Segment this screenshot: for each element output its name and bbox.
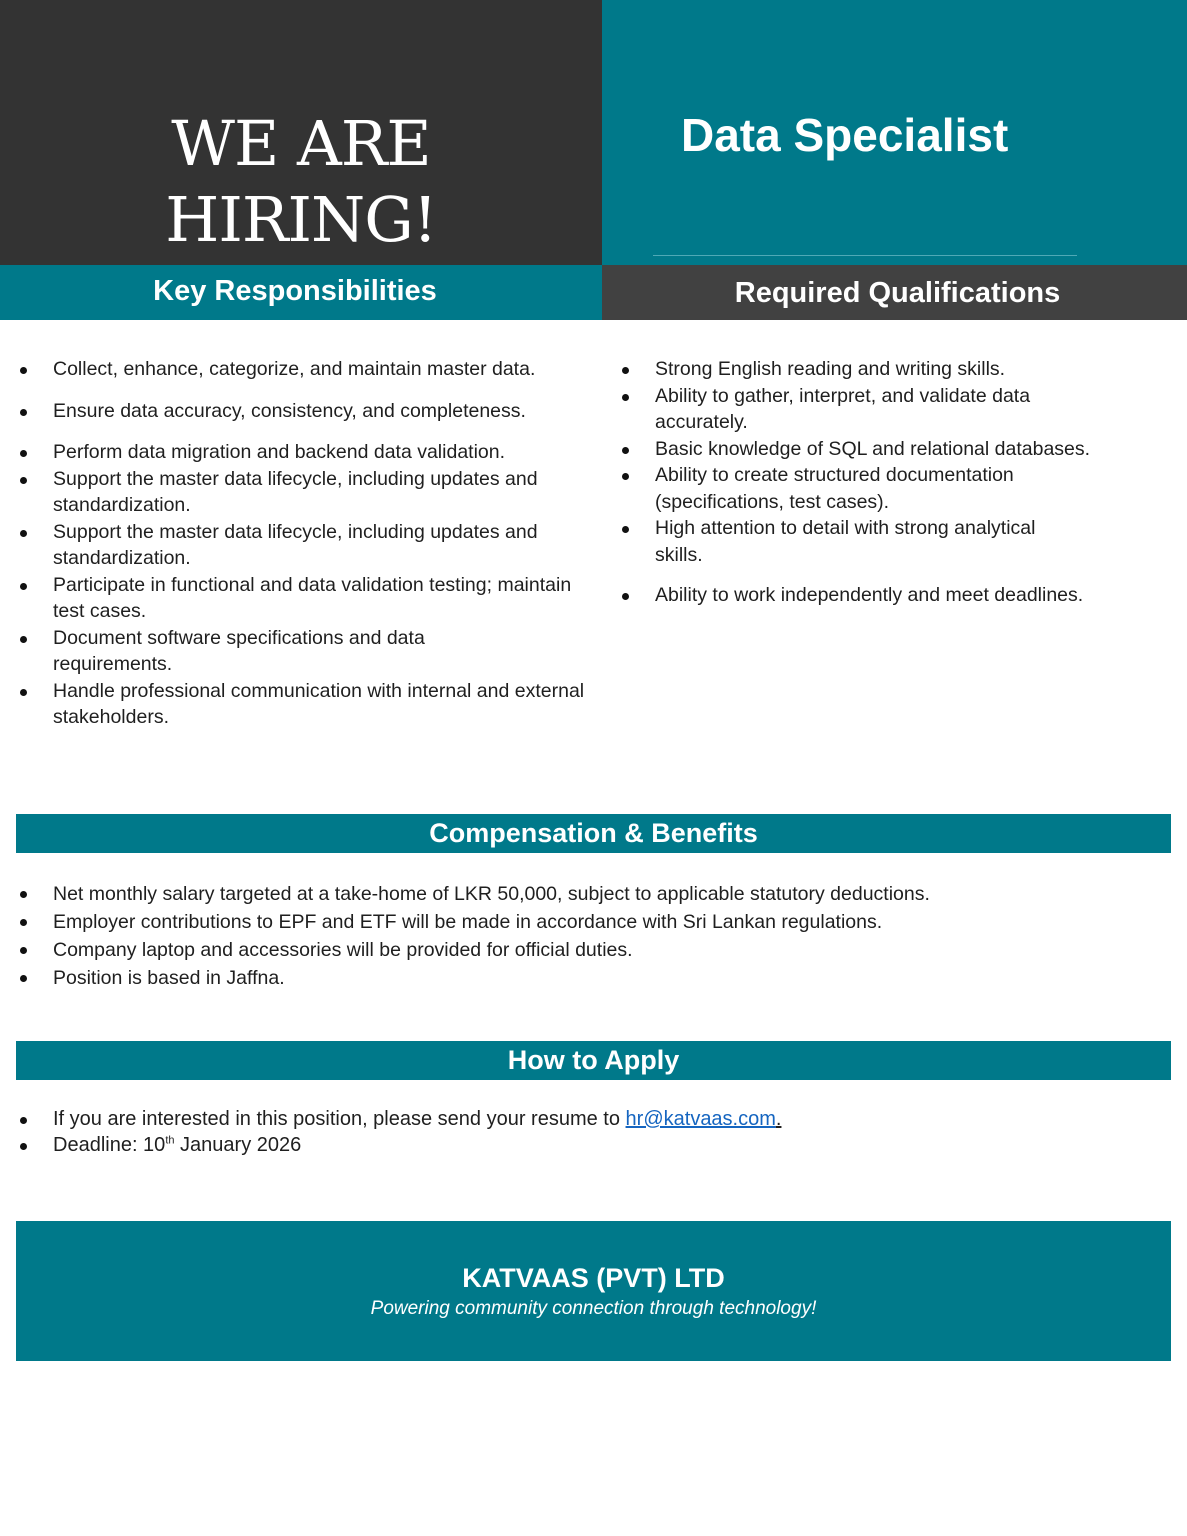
list-item [618, 582, 1138, 609]
compensation-list [16, 880, 1166, 992]
deadline-text: Deadline: 10 [53, 1134, 166, 1156]
bullet-icon [20, 450, 27, 457]
qualifications-heading: Required Qualifications [602, 265, 1187, 320]
item-text: Employer contributions to EPF and ETF will be made in accordance with Sri Lankan regulations. [53, 911, 883, 933]
item-text: High attention to detail with strong analytical skills. [655, 517, 1036, 566]
how-to-apply-heading: How to Apply [16, 1041, 1171, 1080]
list-item [618, 515, 1138, 568]
item-text: Collect, enhance, categorize, and maintain master data. [53, 358, 536, 380]
item-text: Support the master data lifecycle, including updates and standardization. [53, 467, 538, 516]
list-item [16, 936, 1166, 964]
email-link[interactable]: hr@katvaas.com [625, 1108, 776, 1130]
company-tagline: Powering community connection through technology! [370, 1298, 817, 1319]
list-item [16, 908, 1166, 936]
list-item [16, 678, 586, 731]
bullet-icon [622, 526, 629, 533]
bullet-icon [20, 689, 27, 696]
list-item [16, 880, 1166, 908]
bullet-icon [20, 409, 27, 416]
headline-line-2: HIRING! [165, 183, 437, 256]
bullet-icon [20, 583, 27, 590]
bullet-icon [622, 394, 629, 401]
qualifications-list [618, 356, 1138, 609]
item-text: Strong English reading and writing skills. [655, 358, 1006, 380]
hero-left-panel [0, 0, 602, 265]
list-item [618, 462, 1138, 515]
bullet-icon [622, 593, 629, 600]
item-text: Ability to work independently and meet deadlines. [655, 584, 1084, 606]
item-text: Handle professional communication with internal and external stakeholders. [53, 679, 585, 728]
job-title: Data Specialist [681, 109, 1009, 161]
bullet-icon [20, 919, 27, 926]
deadline-text: January 2026 [174, 1134, 302, 1156]
footer-banner [16, 1221, 1171, 1361]
company-name: KATVAAS (PVT) LTD [462, 1263, 725, 1293]
item-text: Net monthly salary targeted at a take-home of LKR 50,000, subject to applicable statutory deductions. [53, 883, 930, 905]
responsibilities-heading: Key Responsibilities [0, 265, 602, 320]
apply-list [16, 1106, 1166, 1158]
list-item [16, 519, 586, 572]
item-text: Participate in functional and data validation testing; maintain test cases. [53, 573, 572, 622]
hero-headline [0, 106, 602, 258]
headline-line-1: WE ARE [171, 107, 431, 180]
item-text: Ability to gather, interpret, and validate data accurately. [655, 384, 1031, 433]
bullet-icon [20, 636, 27, 643]
bullet-icon [20, 530, 27, 537]
compensation-heading: Compensation & Benefits [16, 814, 1171, 853]
item-text: Position is based in Jaffna. [53, 967, 285, 989]
item-text: . [775, 1108, 782, 1130]
bullet-icon [20, 367, 27, 374]
item-text: Basic knowledge of SQL and relational databases. [655, 437, 1091, 460]
item-text: If you are interested in this position, please send your resume to [53, 1108, 626, 1130]
bullet-icon [622, 367, 629, 374]
list-item [618, 356, 1138, 383]
list-item [16, 1106, 1166, 1132]
list-item [618, 436, 1138, 463]
item-text: Document software specifications and data requirements. [53, 626, 425, 675]
bullet-icon [20, 1143, 27, 1150]
list-item [16, 466, 586, 519]
ordinal-suffix: th [165, 1134, 175, 1147]
item-text: Support the master data lifecycle, including updates and standardization. [53, 520, 538, 569]
list-item [16, 964, 1166, 992]
bullet-icon [622, 447, 629, 454]
bullet-icon [622, 473, 629, 480]
bullet-icon [20, 891, 27, 898]
list-item [16, 356, 586, 383]
responsibilities-list [16, 356, 586, 731]
list-item [16, 625, 586, 678]
divider [653, 255, 1077, 256]
list-item [618, 383, 1138, 436]
list-item [16, 439, 586, 466]
bullet-icon [20, 947, 27, 954]
list-item [16, 1132, 1166, 1158]
item-text: Ensure data accuracy, consistency, and completeness. [53, 399, 526, 422]
list-item [16, 398, 586, 425]
item-text: Perform data migration and backend data validation. [53, 441, 506, 463]
bullet-icon [20, 975, 27, 982]
item-text: Company laptop and accessories will be provided for official duties. [53, 939, 633, 961]
item-text: Ability to create structured documentation (specifications, test cases). [655, 464, 1014, 513]
bullet-icon [20, 477, 27, 484]
bullet-icon [20, 1117, 27, 1124]
list-item [16, 572, 586, 625]
